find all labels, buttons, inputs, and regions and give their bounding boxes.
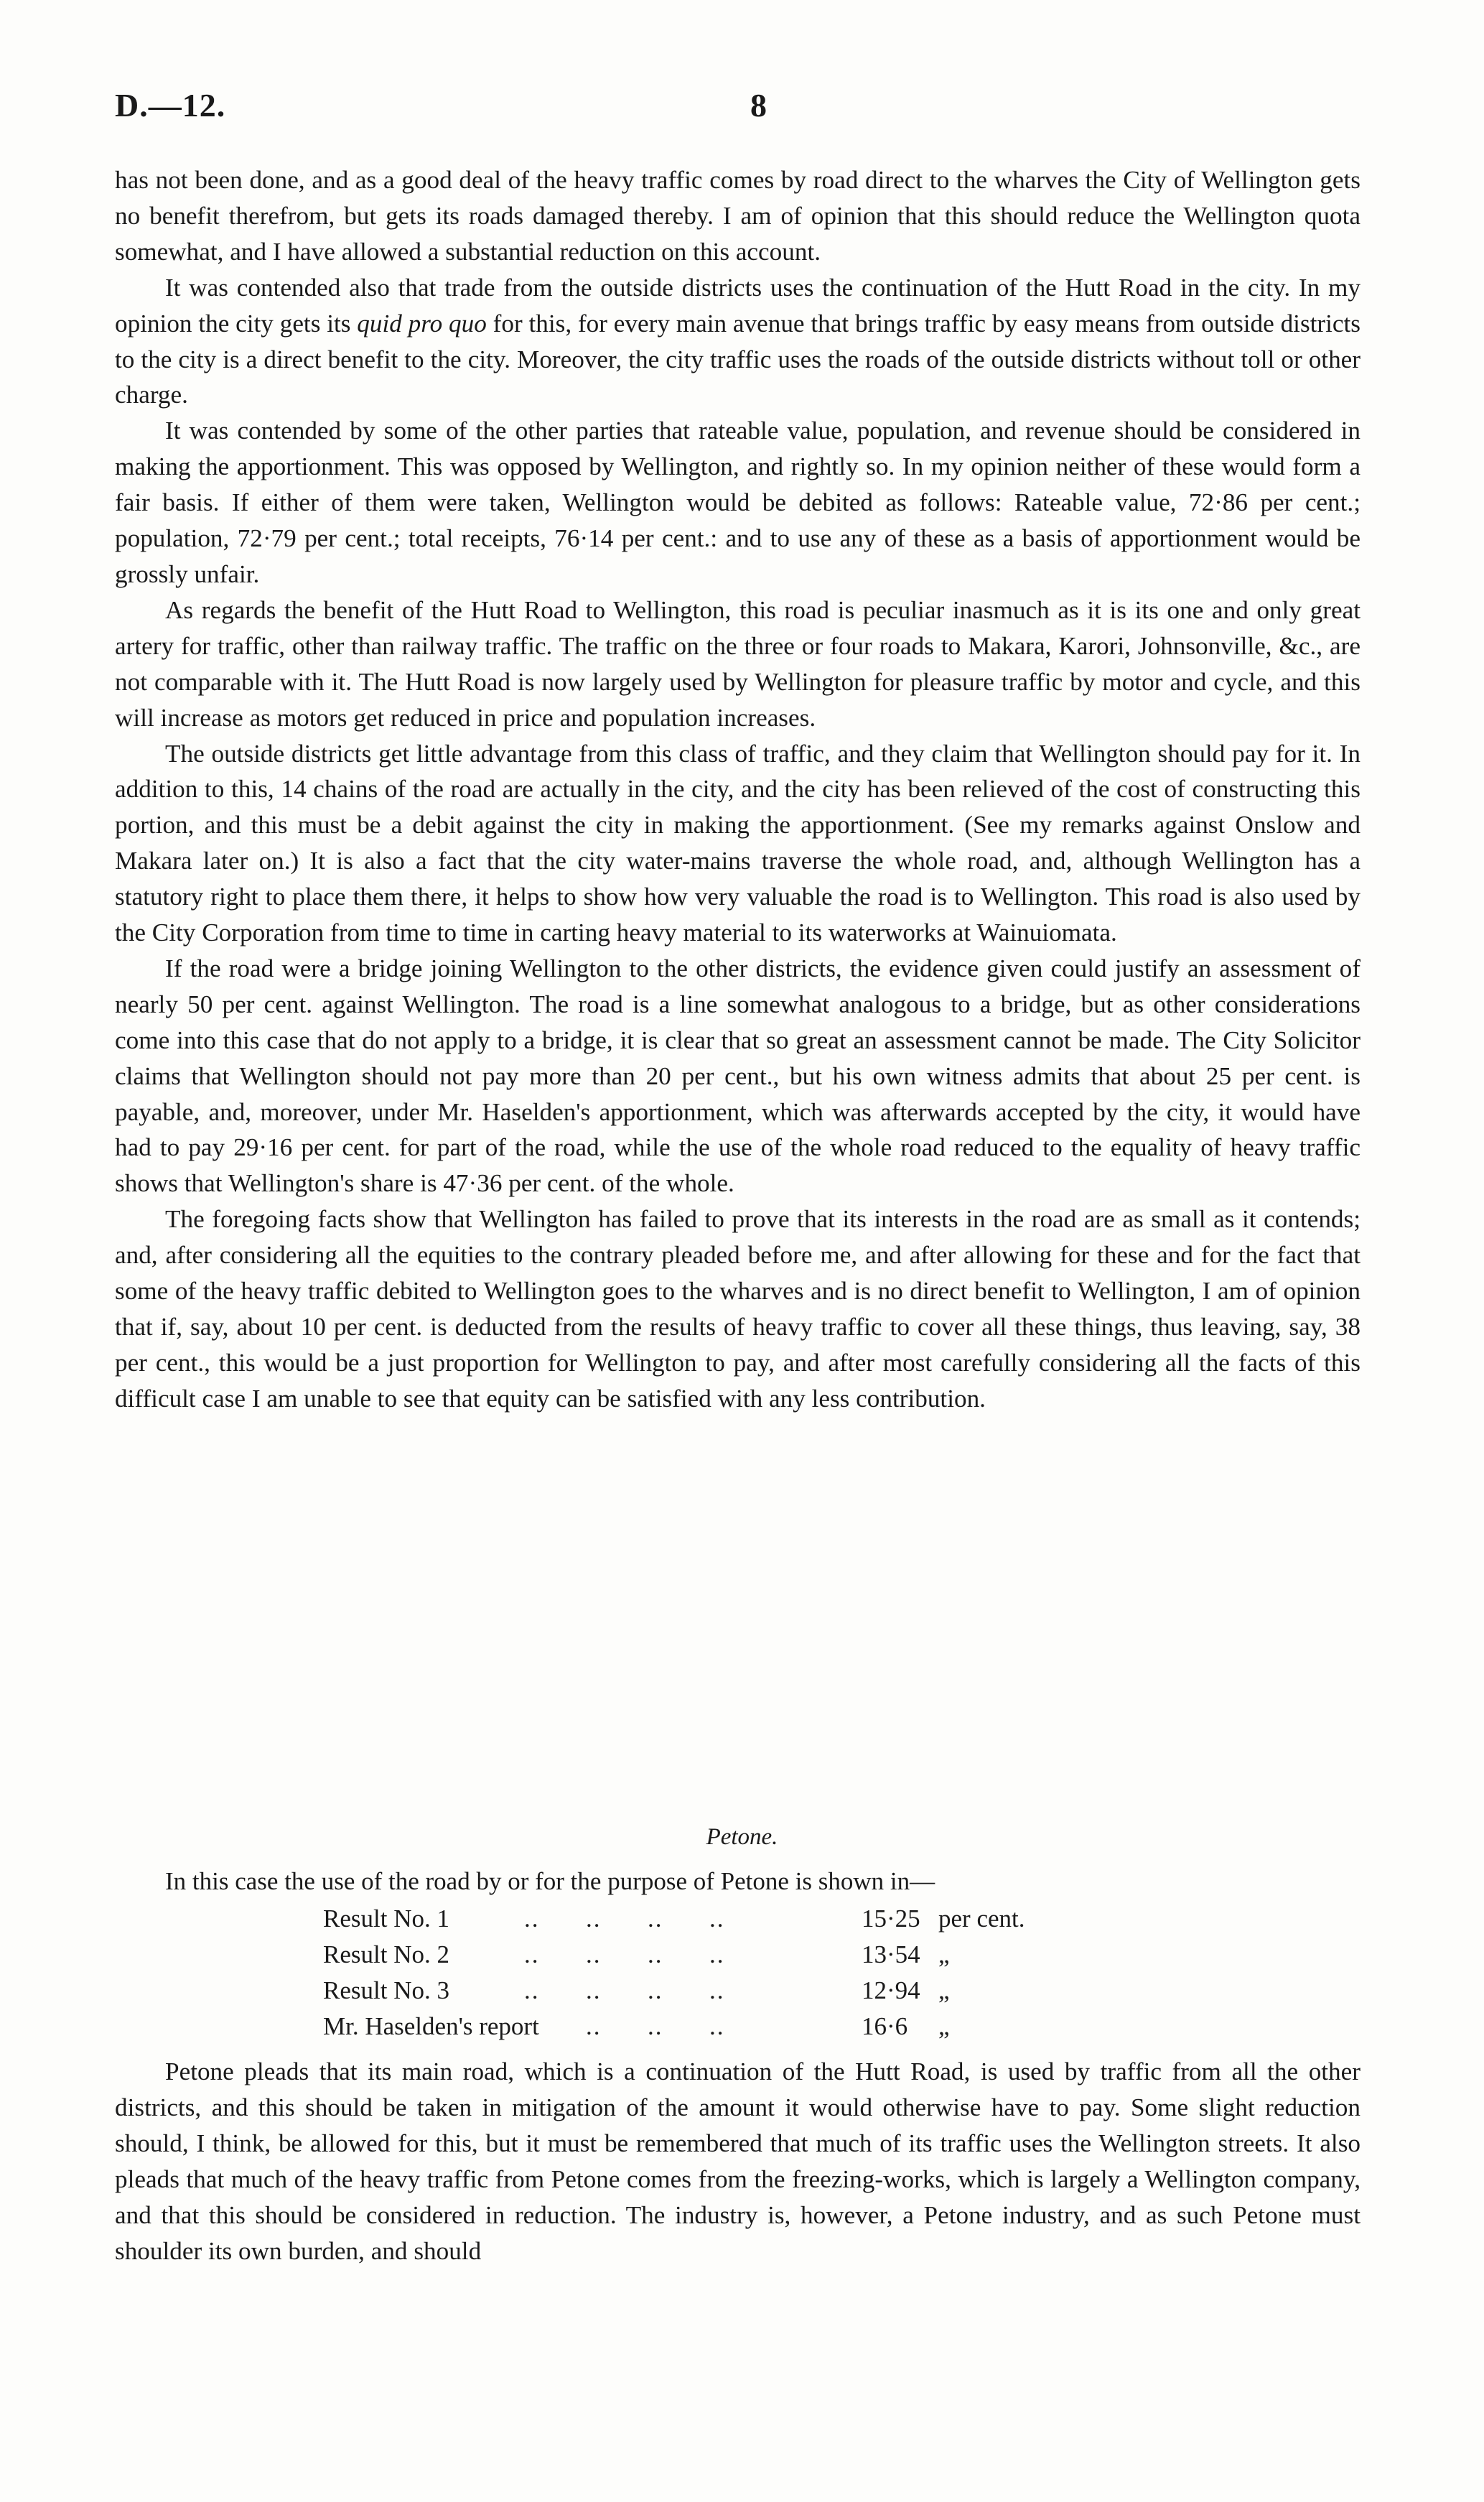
result-value: 15·25 [862,1905,920,1933]
table-row [323,1940,1185,1976]
result-unit: per cent. [938,1905,1025,1933]
result-unit: „ [938,1940,950,1968]
leader-dots: .. .. .. .. [524,1905,725,1933]
paragraph: It was contended by some of the other parties that rateable value, population, and revenue should be considered in making the apportionment. This was opposed by Wellington, and rightly so. In my opinion neither of these would form a fair basis. If either of them were taken, Wellington would be debited as follows: Rateable value, 72·86 per cent.; population, 72·79 per cent.; total receipts, 76·14 per cent.: and to use any of these as a basis of apportionment would be grossly unfair. [115,417,1361,588]
table-row [323,1905,1185,1940]
page-header [115,86,1364,144]
petone-intro: In this case the use of the road by or for the purpose of Petone is shown in— [165,1867,935,1895]
paragraph: Petone pleads that its main road, which is a continuation of the Hutt Road, is used by traffic from all the other districts, and this should be taken in mitigation of the amount it would otherwise have to pay. Some slight reduction should, I think, be allowed for this, but it must be remembered that much of its traffic uses the Wellington streets. It also pleads that much of the heavy traffic from Petone comes from the freezing-works, which is largely a Wellington company, and that this should be considered in reduction. The industry is, however, a Petone industry, and as such Petone must shoulder its own burden, and should [115,2057,1361,2265]
paragraph: If the road were a bridge joining Wellington to the other districts, the evidence given could justify an assessment of nearly 50 per cent. against Wellington. The road is a line somewhat analogous to a bridge, but as other considerations come into this case that do not apply to a bridge, it is clear that so great an assessment cannot be made. The City Solicitor claims that Wellington should not pay more than 20 per cent., but his own witness admits that about 25 per cent. is payable, and, moreover, under Mr. Haselden's apportionment, which was afterwards accepted by the city, it would have had to pay 29·16 per cent. for part of the road, while the use of the whole road reduced to the equality of heavy traffic shows that Wellington's share is 47·36 per cent. of the whole. [115,954,1361,1198]
main-text [115,162,1361,1417]
paragraph-text: It was contended also that trade from the outside districts uses the continuation of the Hutt Road in the city. In my opinion the city gets its [115,273,1361,338]
page-number: 8 [750,87,767,124]
paragraph: As regards the benefit of the Hutt Road to Wellington, this road is peculiar inasmuch as it is its one and only great artery for traffic, other than railway traffic. The traffic on the three or four roads to Makara, Karori, Johnsonville, &c., are not comparable with it. The Hutt Road is now largely used by Wellington for pleasure traffic by motor and cycle, and this will increase as motors get reduced in price and population increases. [115,595,1361,732]
paragraph: The outside districts get little advantage from this class of traffic, and they claim that Wellington should pay for it. In addition to this, 14 chains of the road are actually in the city, and the city has been relieved of the cost of constructing this portion, and this must be a debit against the city in making the apportionment. (See my remarks against Onslow and Makara later on.) It is also a fact that the city water-mains traverse the whole road, and, although Wellington has a statutory right to place them there, it helps to show how very valuable the road is to Wellington. This road is also used by the City Corporation from time to time in carting heavy material to its waterworks at Wainuiomata. [115,739,1361,947]
result-unit: „ [938,2012,950,2040]
paragraph: The foregoing facts show that Wellington has failed to prove that its interests in the road are as small as it contends; and, after considering all the equities to the contrary pleaded before me, and after allowing for these and for the fact that some of the heavy traffic debited to Wellington goes to the wharves and is no direct benefit to Wellington, I am of opinion that if, say, about 10 per cent. is deducted from the results of heavy traffic to cover all these things, thus leaving, say, 38 per cent., this would be a just proportion for Wellington to pay, and after most carefully considering all the facts of this difficult case I am unable to see that equity can be satisfied with any less contribution. [115,1205,1361,1413]
result-value: 12·94 [862,1976,920,2004]
paragraph: has not been done, and as a good deal of the heavy traffic comes by road direct to the wharves the City of Wellington gets no benefit therefrom, but gets its roads damaged thereby. I am of opinion that this should reduce the Wellington quota somewhat, and I have allowed a substantial reduction on this account. [115,166,1361,266]
latin-phrase: quid pro quo [357,309,487,338]
result-unit: „ [938,1976,950,2004]
section-title-petone: Petone. [706,1824,778,1850]
paragraph [115,270,1361,414]
leader-dots: .. .. .. .. [524,1976,725,2004]
table-row [323,2012,1185,2048]
results-table [323,1905,1185,2048]
paragraph-text: for this, for every main avenue that brings traffic by easy means from outside districts to the city is a direct benefit to the city. Moreover, the city traffic uses the roads of the outside districts without toll or other charge. [115,309,1361,409]
result-value: 13·54 [862,1940,920,1968]
leader-dots: .. .. .. .. [524,1940,725,1968]
result-label: Result No. 2 [323,1940,449,1968]
result-label: Result No. 1 [323,1905,449,1933]
table-row [323,1976,1185,2012]
result-value: 16·6 [862,2012,908,2040]
document-reference: D.—12. [115,87,226,124]
petone-text [115,2054,1361,2269]
result-label: Result No. 3 [323,1976,449,2004]
result-label: Mr. Haselden's report [323,2012,539,2040]
leader-dots: .. .. .. [524,2012,725,2040]
